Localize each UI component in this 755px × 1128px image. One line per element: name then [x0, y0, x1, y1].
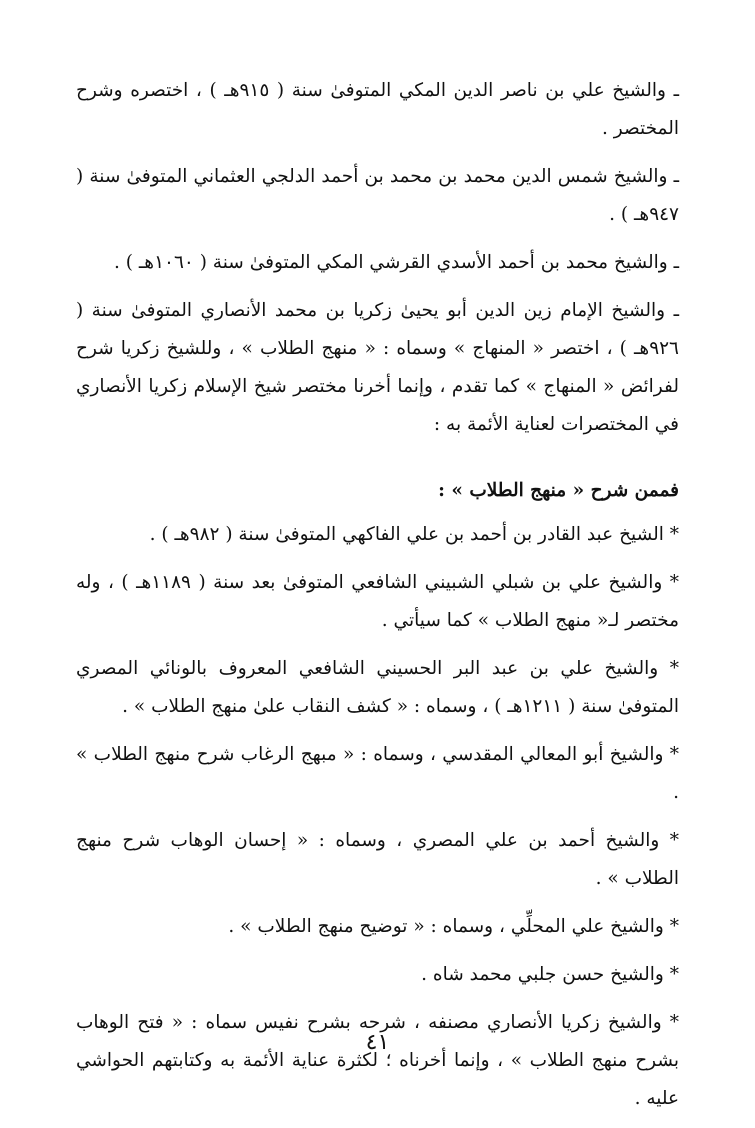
page-number: ٤١: [365, 1030, 390, 1055]
list-item: * والشيخ علي بن عبد البر الحسيني الشافعي المعروف بالونائي المصري المتوفىٰ سنة ( ١٢١١هـ ) ، وسماه : « كشف النقاب علىٰ منهج الطلاب » .: [76, 658, 679, 717]
list-item: * والشيخ أبو المعالي المقدسي ، وسماه : « مبهج الرغاب شرح منهج الطلاب » .: [76, 744, 679, 803]
paragraph: ـ والشيخ شمس الدين محمد بن محمد بن أحمد الدلجي العثماني المتوفىٰ سنة ( ٩٤٧هـ ) .: [76, 166, 679, 225]
list-item: * الشيخ عبد القادر بن أحمد بن علي الفاكهي المتوفىٰ سنة ( ٩٨٢هـ ) .: [149, 524, 679, 545]
list-item: * والشيخ زكريا الأنصاري مصنفه ، شرحه بشرح نفيس سماه : « فتح الوهاب بشرح منهج الطلاب » ، وإنما أخرناه ؛ لكثرة عناية الأئمة به وكتابتهم الحواشي عليه .: [76, 1012, 679, 1109]
list-item: * والشيخ أحمد بن علي المصري ، وسماه : « إحسان الوهاب شرح منهج الطلاب » .: [76, 830, 679, 889]
list-item: * والشيخ حسن جلبي محمد شاه .: [421, 964, 679, 985]
body-text: [76, 72, 679, 1128]
paragraph: ـ والشيخ الإمام زين الدين أبو يحيىٰ زكريا بن محمد الأنصاري المتوفىٰ سنة ( ٩٢٦هـ ) ، اختصر « المنهاج » وسماه : « منهج الطلاب » ، وللشيخ زكريا شرح لفرائض « المنهاج » كما تقدم ، وإنما أخرنا مختصر شيخ الإسلام زكريا الأنصاري في المختصرات لعناية الأئمة به :: [76, 300, 679, 435]
list-item: * والشيخ علي المحلِّي ، وسماه : « توضيح منهج الطلاب » .: [228, 916, 679, 937]
section-heading: فممن شرح « منهج الطلاب » :: [438, 480, 679, 501]
list-item: * والشيخ علي بن شبلي الشبيني الشافعي المتوفىٰ بعد سنة ( ١١٨٩هـ ) ، وله مختصر لـ« منهج الطلاب » كما سيأتي .: [76, 572, 679, 631]
paragraph: ـ والشيخ محمد بن أحمد الأسدي القرشي المكي المتوفىٰ سنة ( ١٠٦٠هـ ) .: [114, 252, 679, 273]
paragraph: ـ والشيخ علي بن ناصر الدين المكي المتوفىٰ سنة ( ٩١٥هـ ) ، اختصره وشرح المختصر .: [76, 80, 680, 139]
